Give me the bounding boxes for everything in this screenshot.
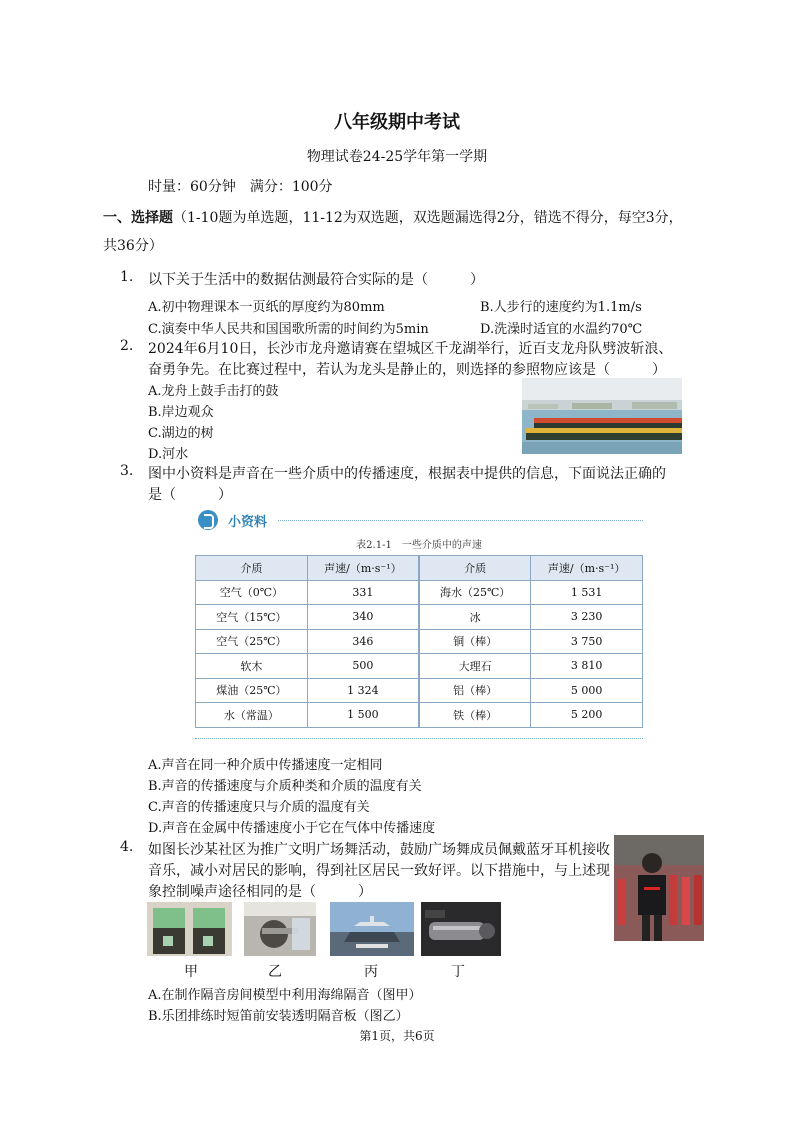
table-row: [196, 580, 643, 605]
option-a: A.龙舟上鼓手击打的鼓: [148, 384, 279, 399]
option-d: D.河水: [148, 447, 189, 462]
option-d: D.洗澡时适宜的水温约70℃: [480, 322, 643, 337]
question-text: 音乐，减小对居民的影响，得到社区居民一致好评。以下措施中，与上述现: [148, 863, 610, 879]
table-row: [196, 703, 643, 728]
dragon-boat-photo: [522, 378, 682, 454]
figure-label: 丁: [451, 964, 465, 980]
divider: [195, 738, 643, 739]
option-c: C.湖边的树: [148, 426, 214, 441]
divider: [278, 520, 643, 521]
column-header: 介质: [419, 556, 531, 581]
figure-ding: [421, 902, 501, 956]
question-text: 以下关于生活中的数据估测最符合实际的是（ ）: [148, 272, 484, 288]
table-cell: 1 324: [307, 678, 419, 703]
sponge-image: [147, 902, 232, 956]
table-cell: 空气（15℃）: [196, 605, 308, 630]
question-number: 4.: [120, 839, 134, 855]
column-header: 介质: [196, 556, 308, 581]
table-cell: 331: [307, 580, 419, 605]
table-row: [196, 654, 643, 679]
table-cell: 空气（25℃）: [196, 629, 308, 654]
section-heading: 一、选择题（1-10题为单选题，11-12为双选题，双选题漏选得2分，错选不得分，每空3分，: [103, 210, 683, 226]
table-cell: 500: [307, 654, 419, 679]
figure-yi: [244, 902, 316, 956]
dragon-boat-image: [522, 378, 682, 454]
option-d: D.声音在金属中传播速度小于它在气体中传播速度: [148, 821, 436, 836]
table-cell: 铝（棒）: [419, 678, 531, 703]
reference-data-box: [195, 510, 643, 740]
option-a: A.初中物理课本一页纸的厚度约为80mm: [148, 300, 385, 315]
table-cell: 铁（棒）: [419, 703, 531, 728]
table-header-row: [196, 556, 643, 581]
table-cell: 海水（25℃）: [419, 580, 531, 605]
question-number: 2.: [120, 338, 134, 354]
question-text: 图中小资料是声音在一些介质中的传播速度，根据表中提供的信息，下面说法正确的: [148, 466, 666, 482]
table-row: [196, 678, 643, 703]
exam-title: 八年级期中考试: [334, 112, 460, 133]
option-b: B.人步行的速度约为1.1m/s: [480, 300, 642, 315]
column-header: 声速/（m·s⁻¹）: [531, 556, 643, 581]
table-cell: 铜（棒）: [419, 629, 531, 654]
figure-label: 乙: [268, 964, 282, 980]
table-cell: 1 500: [307, 703, 419, 728]
table-cell: 1 531: [531, 580, 643, 605]
figure-label: 丙: [364, 964, 378, 980]
table-cell: 水（常温）: [196, 703, 308, 728]
option-a: A.声音在同一种介质中传播速度一定相同: [148, 758, 383, 773]
reference-header: [195, 510, 643, 532]
option-c: C.演奏中华人民共和国国歌所需的时间约为5min: [148, 322, 429, 337]
exam-subtitle: 物理试卷24-25学年第一学期: [306, 149, 488, 165]
figure-jia: [147, 902, 232, 956]
table-cell: 346: [307, 629, 419, 654]
table-cell: 340: [307, 605, 419, 630]
option-b: B.乐团排练时短笛前安装透明隔音板（图乙）: [148, 1009, 409, 1024]
square-dance-photo: [614, 835, 704, 941]
option-b: B.岸边观众: [148, 405, 214, 420]
table-cell: 软木: [196, 654, 308, 679]
sound-speed-table: [195, 555, 643, 728]
flute-shield-image: [244, 902, 316, 956]
option-c: C.声音的传播速度只与介质的温度有关: [148, 800, 370, 815]
table-cell: 5 000: [531, 678, 643, 703]
muffler-image: [421, 902, 501, 956]
table-cell: 3 750: [531, 629, 643, 654]
figure-bing: [330, 902, 414, 956]
question-text: 是（ ）: [148, 487, 232, 503]
table-cell: 空气（0℃）: [196, 580, 308, 605]
table-cell: 煤油（25℃）: [196, 678, 308, 703]
table-row: [196, 605, 643, 630]
question-number: 3.: [120, 463, 134, 479]
question-text: 2024年6月10日，长沙市龙舟邀请赛在望城区千龙湖举行，近百支龙舟队劈波斩浪、: [148, 341, 673, 357]
option-a: A.在制作隔音房间模型中利用海绵隔音（图甲）: [148, 988, 422, 1003]
figure-label: 甲: [184, 964, 198, 980]
square-dance-image: [614, 835, 704, 941]
question-number: 1.: [120, 269, 134, 285]
page-footer: 第1页，共6页: [359, 1029, 435, 1043]
aircraft-carrier-image: [330, 902, 414, 956]
question-text: 如图长沙某社区为推广文明广场舞活动，鼓励广场舞成员佩戴蓝牙耳机接收: [148, 842, 610, 858]
table-row: [196, 629, 643, 654]
table-cell: 3 810: [531, 654, 643, 679]
reference-label: 小资料: [228, 515, 268, 530]
table-caption: 表2.1-1 一些介质中的声速: [356, 540, 482, 551]
section-desc: 共36分）: [103, 238, 163, 254]
option-b: B.声音的传播速度与介质种类和介质的温度有关: [148, 779, 422, 794]
question-text: 奋勇争先。在比赛过程中，若认为龙头是静止的，则选择的参照物应该是（ ）: [148, 362, 666, 378]
table-cell: 3 230: [531, 605, 643, 630]
column-header: 声速/（m·s⁻¹）: [307, 556, 419, 581]
exam-meta: 时量：60分钟 满分：100分: [148, 179, 333, 195]
question-text: 象控制噪声途径相同的是（ ）: [148, 884, 372, 900]
book-icon: [198, 510, 218, 530]
table-cell: 冰: [419, 605, 531, 630]
table-cell: 5 200: [531, 703, 643, 728]
table-cell: 大理石: [419, 654, 531, 679]
